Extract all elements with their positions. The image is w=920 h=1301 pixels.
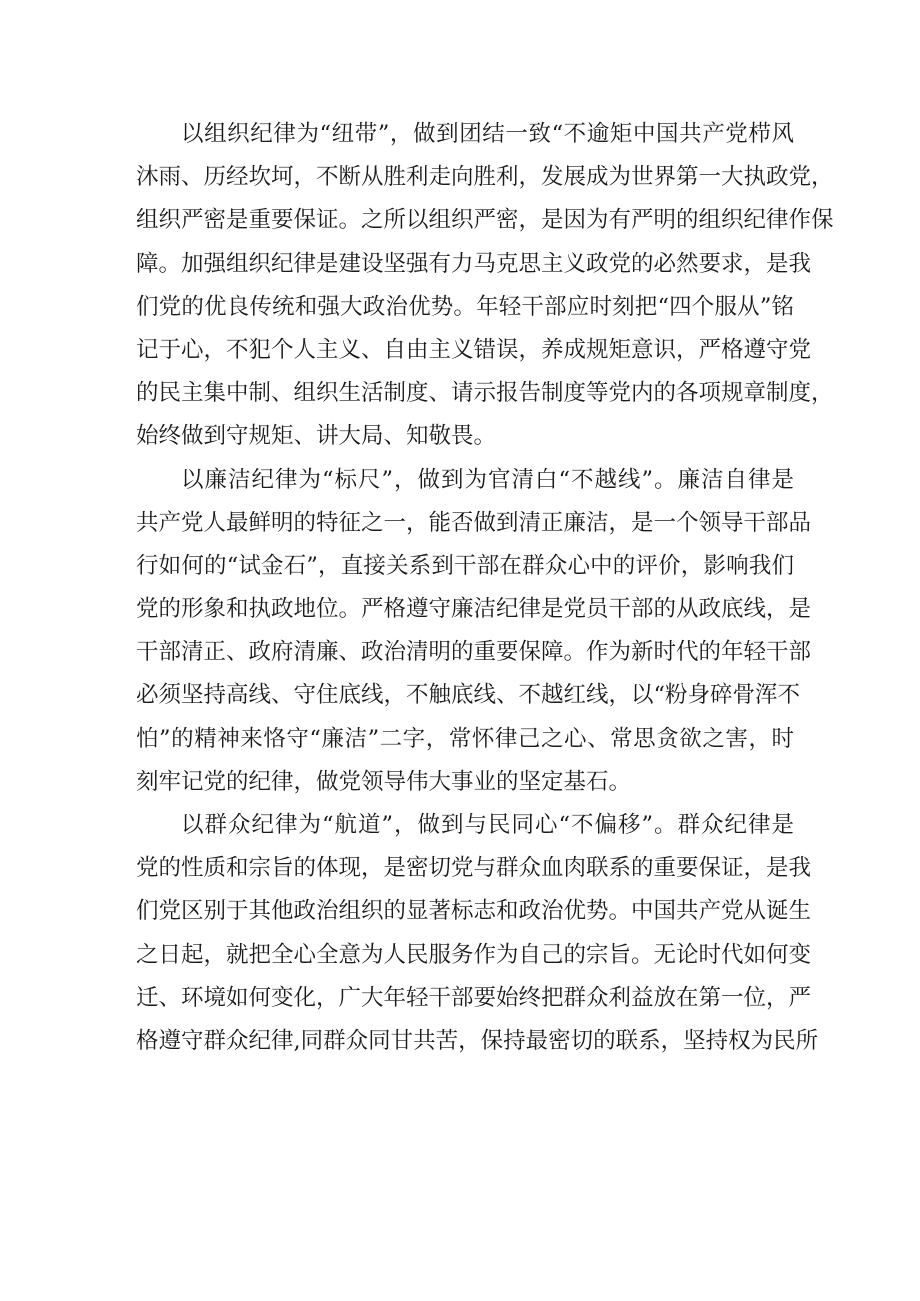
paragraph-3-line-2: 党的性质和宗旨的体现，是密切党与群众血肉联系的重要保证，是我 (136, 855, 812, 882)
paragraph-2-line-8: 刻牢记党的纪律，做党领导伟大事业的坚定基石。 (136, 768, 632, 795)
paragraph-2-line-1: 以廉洁纪律为“标尺”，做到为官清白“不越线”。廉洁自律是 (181, 466, 794, 493)
paragraph-3-line-4: 之日起，就把全心全意为人民服务作为自己的宗旨。无论时代如何变 (136, 941, 812, 968)
document-body (136, 113, 834, 1063)
paragraph-1-line-7: 的民主集中制、组织生活制度、请示报告制度等党内的各项规章制度， (136, 380, 834, 407)
paragraph-1-line-4: 障。加强组织纪律是建设坚强有力马克思主义政党的必然要求，是我 (136, 250, 812, 277)
paragraph-1-line-1: 以组织纪律为“纽带”，做到团结一致“不逾矩中国共产党栉风 (181, 121, 794, 147)
paragraph-3-line-5: 迁、环境如何变化，广大年轻干部要始终把群众利益放在第一位，严 (136, 984, 812, 1011)
paragraph-3-line-3: 们党区别于其他政治组织的显著标志和政治优势。中国共产党从诞生 (136, 898, 812, 925)
paragraph-1-line-2: 沐雨、历经坎坷，不断从胜利走向胜利，发展成为世界第一大执政党， (136, 164, 834, 191)
paragraph-1-line-3: 组织严密是重要保证。之所以组织严密，是因为有严明的组织纪律作保 (136, 207, 834, 234)
paragraph-2-line-3: 行如何的“试金石”，直接关系到干部在群众心中的评价，影响我们 (136, 552, 794, 579)
paragraph-2-line-4: 党的形象和执政地位。严格遵守廉洁纪律是党员干部的从政底线，是 (136, 596, 812, 623)
paragraph-3-line-1: 以群众纪律为“航道”，做到与民同心“不偏移”。群众纪律是 (181, 812, 794, 838)
paragraph-1-line-6: 记于心，不犯个人主义、自由主义错误，养成规矩意识，严格遵守党 (136, 336, 812, 363)
paragraph-2-line-2: 共产党人最鲜明的特征之一，能否做到清正廉洁，是一个领导干部品 (136, 509, 812, 536)
paragraph-1-line-5: 们党的优良传统和强大政治优势。年轻干部应时刻把“四个服从”铭 (136, 293, 794, 320)
paragraph-1-line-8: 始终做到守规矩、讲大局、知敬畏。 (136, 423, 497, 450)
paragraph-2-line-6: 必须坚持高线、守住底线，不触底线、不越红线，以“粉身碎骨浑不 (136, 682, 801, 709)
paragraph-3-line-6: 格遵守群众纪律,同群众同甘共苦，保持最密切的联系，坚持权为民所 (136, 1027, 819, 1054)
paragraph-2-line-5: 干部清正、政府清廉、政治清明的重要保障。作为新时代的年轻干部 (136, 639, 812, 666)
paragraph-2-line-7: 怕”的精神来恪守“廉洁”二字，常怀律己之心、常思贪欲之害，时 (136, 725, 794, 752)
